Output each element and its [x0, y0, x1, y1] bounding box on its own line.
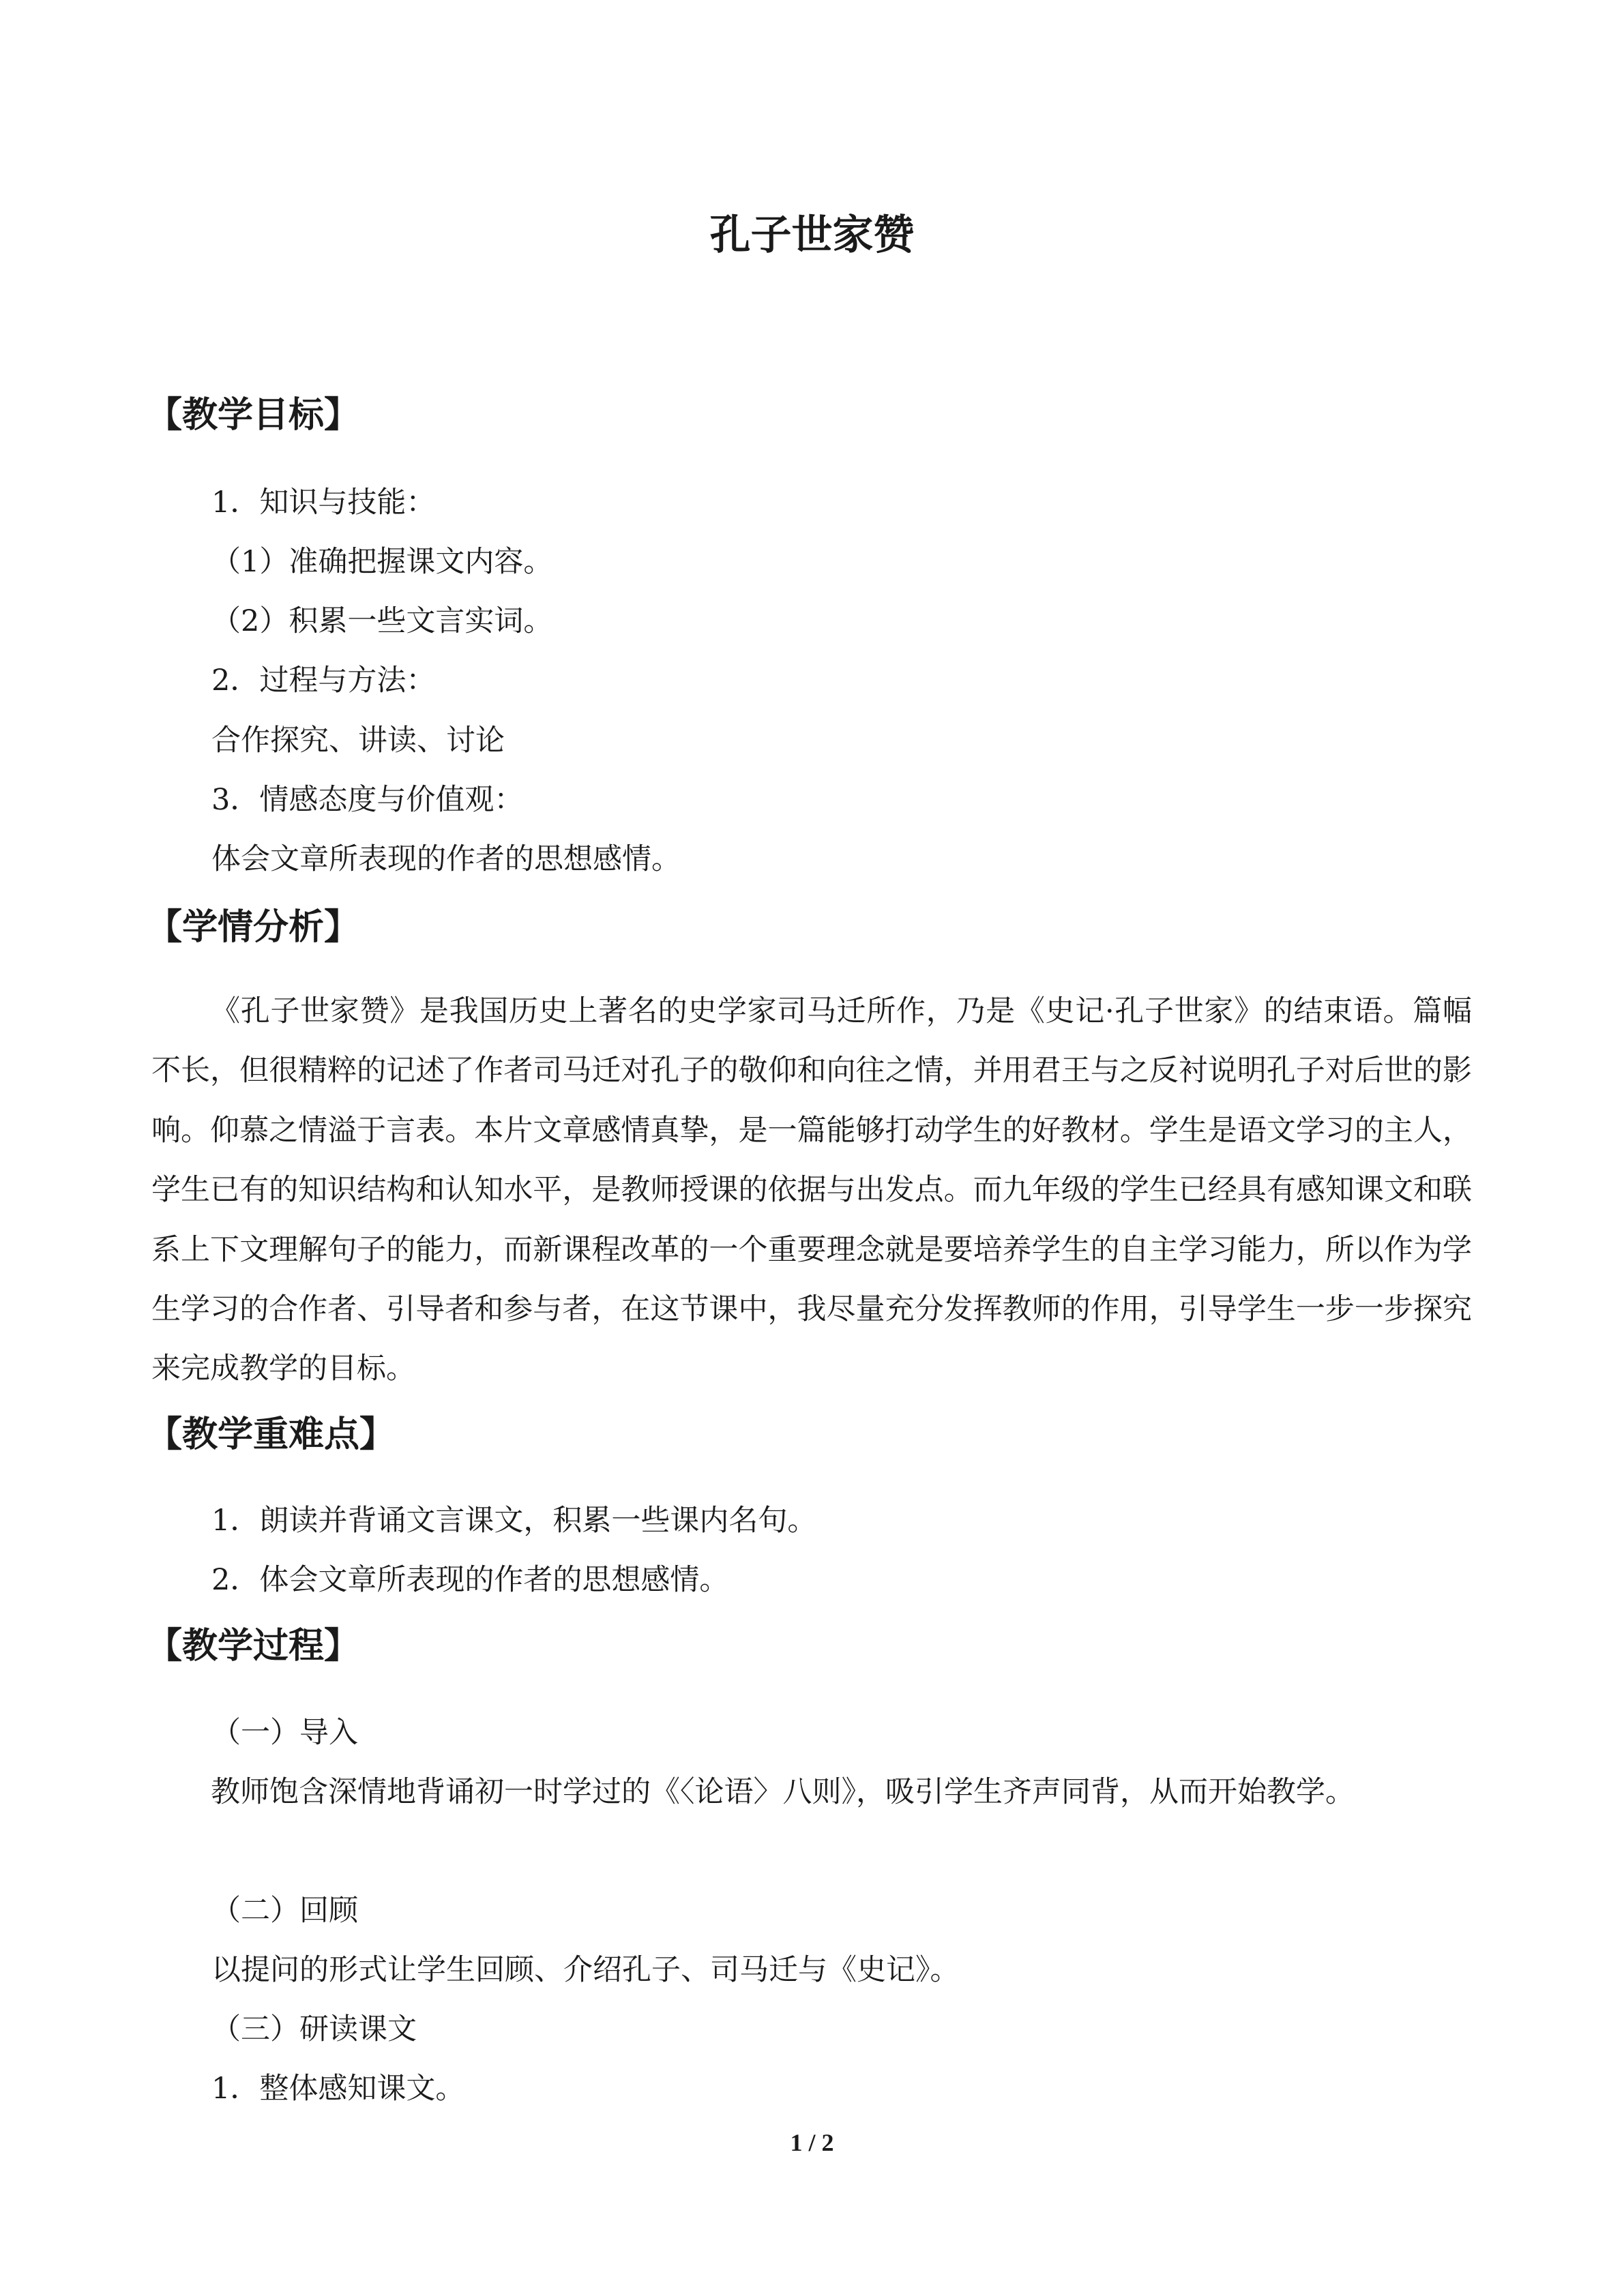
goal-line-5: 合作探究、讲读、讨论	[211, 724, 505, 758]
difficulty-line-2: 2．体会文章所表现的作者的思想感情。	[211, 1563, 729, 1597]
goal-line-3: （2）积累一些文言实词。	[211, 604, 553, 638]
process-step2-text: 以提问的形式让学生回顾、介绍孔子、司马迁与《史记》。	[211, 1953, 960, 1987]
process-step3-label: （三）研读课文	[211, 2012, 417, 2046]
goal-line-4: 2．过程与方法：	[211, 664, 436, 698]
heading-key-difficulties: 【教学重难点】	[147, 1414, 396, 1455]
heading-teaching-process: 【教学过程】	[147, 1626, 360, 1667]
page-number: 1 / 2	[790, 2129, 834, 2156]
analysis-paragraph: 《孔子世家赞》是我国历史上著名的史学家司马迁所作，乃是《史记·孔子世家》的结束语。篇幅不长，但很精粹的记述了作者司马迁对孔子的敬仰和向往之情，并用君王与之反衬说明孔子对后世的影响。仰慕之情溢于言表。本片文章感情真挚，是一篇能够打动学生的好教材。学生是语文学习的主人，学生已有的知识结构和认知水平，是教师授课的依据与出发点。而九年级的学生已经具有感知课文和联系上下文理解句子的能力，而新课程改革的一个重要理念就是要培养学生的自主学习能力，所以作为学生学习的合作者、引导者和参与者，在这节课中，我尽量充分发挥教师的作用，引导学生一步一步探究来完成教学的目标。	[151, 994, 1472, 1386]
goal-line-2: （1）准确把握课文内容。	[211, 545, 553, 579]
process-step3-item1: 1．整体感知课文。	[211, 2072, 465, 2106]
goal-line-1: 1．知识与技能：	[211, 486, 436, 520]
goal-line-6: 3．情感态度与价值观：	[211, 783, 524, 817]
process-step1-text: 教师饱含深情地背诵初一时学过的《〈论语〉八则》，吸引学生齐声同背，从而开始教学。	[211, 1775, 1355, 1809]
heading-teaching-goals: 【教学目标】	[147, 395, 360, 436]
process-step1-label: （一）导入	[211, 1716, 358, 1750]
goal-line-7: 体会文章所表现的作者的思想感情。	[211, 842, 681, 876]
process-step2-label: （二）回顾	[211, 1894, 358, 1928]
difficulty-line-1: 1．朗读并背诵文言课文，积累一些课内名句。	[211, 1504, 817, 1538]
heading-student-analysis: 【学情分析】	[147, 907, 360, 948]
document-title: 孔子世家赞	[709, 211, 915, 259]
